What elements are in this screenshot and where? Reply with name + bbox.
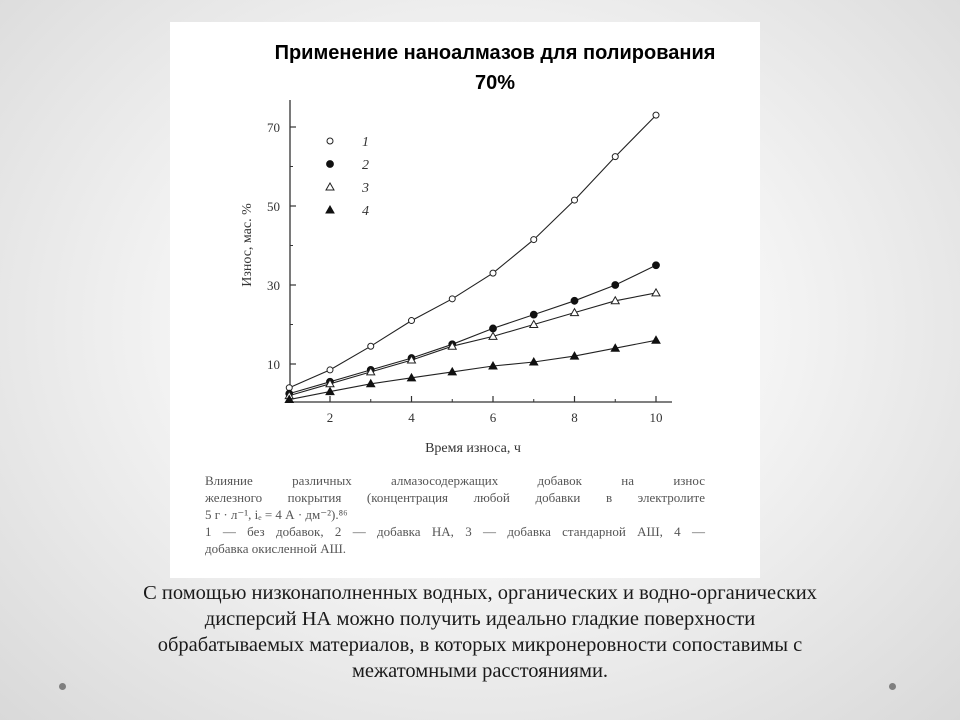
- legend-label: 4: [362, 204, 369, 219]
- x-tick-label: 8: [571, 410, 578, 425]
- x-tick-label: 10: [649, 410, 663, 425]
- x-tick-label: 6: [489, 410, 497, 425]
- legend-marker: [326, 183, 334, 190]
- y-axis-label: Износ, мас. %: [240, 203, 255, 287]
- x-tick-label: 2: [326, 410, 334, 425]
- data-point: [409, 318, 415, 324]
- body-line: дисперсий НА можно получить идеально гладкие поверхности: [204, 608, 756, 630]
- data-point: [490, 325, 497, 332]
- data-point: [652, 336, 660, 343]
- series-line: [289, 340, 656, 399]
- y-tick-label: 30: [267, 278, 280, 293]
- caption-line: добавка окисленной АШ.: [205, 541, 346, 556]
- body-line: межатомными расстояниями.: [351, 660, 609, 682]
- data-point: [490, 270, 496, 276]
- data-point: [531, 237, 537, 243]
- x-axis-label: Время износа, ч: [425, 441, 521, 456]
- data-point: [653, 112, 659, 118]
- data-point: [530, 311, 537, 318]
- legend-marker: [327, 138, 333, 144]
- caption-line: Влияние различных алмазосодержащих добавок на износ: [205, 473, 705, 488]
- bullet-dot-icon: [59, 683, 66, 690]
- series-4: [285, 336, 660, 402]
- data-point: [571, 297, 578, 304]
- data-point: [368, 343, 374, 349]
- body-line: С помощью низконаполненных водных, органических и водно-органических: [143, 582, 817, 604]
- legend-label: 1: [362, 135, 369, 150]
- legend-marker: [326, 206, 334, 213]
- slide-body-text: [40, 580, 920, 684]
- series-line: [289, 293, 656, 396]
- bullet-dot-icon: [889, 683, 896, 690]
- y-tick-label: 10: [267, 357, 280, 372]
- y-tick-label: 70: [267, 120, 280, 135]
- caption-line: 5 г · л⁻¹, iₑ = 4 А · дм⁻²).⁸⁶: [205, 507, 348, 522]
- data-point: [612, 154, 618, 160]
- series-1: [286, 112, 659, 391]
- body-line: обрабатываемых материалов, в которых микронеровности сопоставимы с: [157, 634, 803, 656]
- data-point: [449, 296, 455, 302]
- data-point: [572, 197, 578, 203]
- data-point: [653, 262, 660, 269]
- chart-legend: [326, 135, 369, 219]
- y-tick-label: 50: [267, 199, 280, 214]
- caption-line: 1 — без добавок, 2 — добавка НА, 3 — добавка стандарной АШ, 4 —: [205, 524, 705, 539]
- slide-title-line2: 70%: [474, 72, 516, 94]
- data-point: [652, 289, 660, 296]
- legend-label: 3: [362, 181, 369, 196]
- data-point: [612, 282, 619, 289]
- legend-marker: [327, 161, 334, 168]
- series-line: [289, 265, 656, 393]
- x-tick-label: 4: [408, 410, 415, 425]
- chart-series: [285, 112, 660, 402]
- series-line: [289, 115, 656, 388]
- caption-line: железного покрытия (концентрация любой добавки в электролите: [205, 490, 705, 505]
- chart-axes: [267, 100, 672, 425]
- slide-title-line1: Применение наноалмазов для полирования: [274, 42, 716, 64]
- legend-label: 2: [362, 158, 369, 173]
- figure-caption: [205, 472, 705, 557]
- series-3: [285, 289, 660, 399]
- series-2: [286, 262, 660, 397]
- data-point: [327, 367, 333, 373]
